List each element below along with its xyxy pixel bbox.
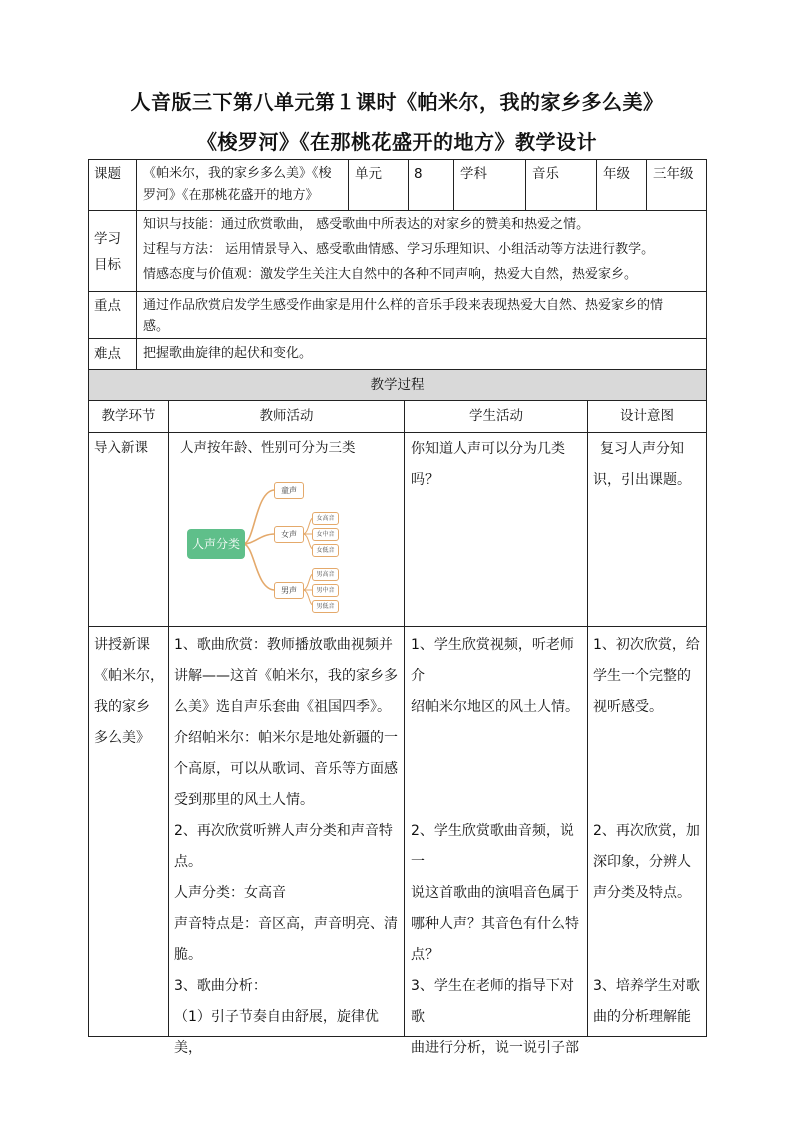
row2-intent-a xyxy=(593,630,705,723)
teacher-line: 介绍帕米尔：帕米尔是地处新疆的一 xyxy=(174,730,398,746)
label-goals-line2: 目标 xyxy=(94,257,121,273)
label-unit: 单元 xyxy=(355,166,382,182)
row1-intent-line2: 识，引出课题。 xyxy=(593,472,691,488)
goal-process: 过程与方法： 运用情景导入、感受歌曲情感、学习乐理知识、小组活动等方法进行教学。 xyxy=(143,242,655,257)
row2-student-c xyxy=(411,971,587,1064)
intent-line: 3、培养学生对歌 xyxy=(593,978,700,994)
student-line: 2、学生欣赏歌曲音频，说一 xyxy=(411,823,574,870)
keypoint-line2: 感。 xyxy=(143,319,170,334)
row1-intent-line1: 复习人声分知 xyxy=(600,441,684,457)
teacher-line: 人声分类：女高音 xyxy=(174,885,286,901)
intent-line: 视听感受。 xyxy=(593,699,663,715)
teacher-line: 2、再次欣赏听辨人声分类和声音特 xyxy=(174,823,393,839)
teacher-line: 1、歌曲欣赏：教师播放歌曲视频并 xyxy=(174,637,393,653)
intent-line: 1、初次欣赏，给 xyxy=(593,637,700,653)
goal-emotion: 情感态度与价值观：激发学生关注大自然中的各种不同声响，热爱大自然，热爱家乡。 xyxy=(143,267,638,282)
label-keypoint: 重点 xyxy=(94,298,121,314)
teacher-line: 声音特点是：音区高，声音明亮、清 xyxy=(174,916,398,932)
row2-student-b xyxy=(411,816,587,971)
student-line: 1、学生欣赏视频，听老师介 xyxy=(411,637,574,684)
row2-stage-line: 《帕米尔， xyxy=(94,668,164,684)
teacher-line: （1）引子节奏自由舒展，旋律优美， xyxy=(174,1009,379,1056)
col-teacher: 教师活动 xyxy=(259,408,314,424)
mind-map-leaf: 男高音 xyxy=(312,568,339,581)
col-student: 学生活动 xyxy=(469,408,523,424)
difficulty-text: 把握歌曲旋律的起伏和变化。 xyxy=(143,346,313,361)
intent-line: 2、再次欣赏，加 xyxy=(593,823,700,839)
mind-map-child-voice: 童声 xyxy=(274,482,304,499)
col-intent: 设计意图 xyxy=(620,408,674,424)
row2-stage-line: 多么美》 xyxy=(94,730,150,746)
row2-stage-line: 讲授新课 xyxy=(94,637,150,653)
intent-line: 深印象，分辨人 xyxy=(593,854,691,870)
teacher-line: 脆。 xyxy=(174,947,202,963)
mind-map-male-voice: 男声 xyxy=(274,582,304,599)
student-line: 3、学生在老师的指导下对歌 xyxy=(411,978,574,1025)
mind-map-leaf: 女低音 xyxy=(312,544,339,557)
mind-map-leaf: 女高音 xyxy=(312,512,339,525)
teacher-line: 点。 xyxy=(174,854,202,870)
label-subject: 学科 xyxy=(460,166,487,182)
mind-map-leaf: 男低音 xyxy=(312,600,339,613)
row2-student-a xyxy=(411,630,587,723)
mind-map-leaf: 男中音 xyxy=(312,584,339,597)
topic-line2: 罗河》《在那桃花盛开的地方》 xyxy=(143,188,319,203)
teacher-line: 受到那里的风土人情。 xyxy=(174,792,314,808)
row2-stage xyxy=(94,630,166,754)
row2-intent-b xyxy=(593,816,705,909)
row2-intent-c xyxy=(593,971,705,1033)
student-line: 曲进行分析，说一说引子部 xyxy=(411,1040,579,1056)
voice-mind-map xyxy=(185,470,345,620)
teacher-line: 3、歌曲分析： xyxy=(174,978,267,994)
topic-line1: 《帕米尔，我的家乡多么美》《梭 xyxy=(143,166,332,181)
intent-line: 学生一个完整的 xyxy=(593,668,691,684)
row1-stage: 导入新课 xyxy=(94,440,148,456)
mind-map-leaf: 女中音 xyxy=(312,528,339,541)
document-title-line2: 《梭罗河》《在那桃花盛开的地方》教学设计 xyxy=(197,130,597,154)
intent-line: 声分类及特点。 xyxy=(593,885,691,901)
teacher-line: 么美》选自声乐套曲《祖国四季》。 xyxy=(174,699,391,715)
col-stage: 教学环节 xyxy=(101,408,156,424)
student-line: 哪种人声？其音色有什么特 xyxy=(411,916,579,932)
student-line: 点？ xyxy=(411,947,439,963)
row2-teacher xyxy=(174,630,403,1064)
row1-student-line2: 吗？ xyxy=(411,472,439,488)
label-topic: 课题 xyxy=(94,166,121,182)
keypoint-line1: 通过作品欣赏启发学生感受作曲家是用什么样的音乐手段来表现热爱大自然、热爱家乡的情 xyxy=(143,298,664,313)
teacher-line: 个高原，可以从歌词、音乐等方面感 xyxy=(174,761,398,777)
student-line: 说这首歌曲的演唱音色属于 xyxy=(411,885,579,901)
row2-stage-line: 我的家乡 xyxy=(94,699,150,715)
intent-line: 曲的分析理解能 xyxy=(593,1009,691,1025)
document-title-line1: 人音版三下第八单元第１课时《帕米尔，我的家乡多么美》 xyxy=(130,90,664,114)
grade-value: 三年级 xyxy=(653,166,694,182)
subject-value: 音乐 xyxy=(532,166,559,182)
teacher-line: 讲解——这首《帕米尔，我的家乡多 xyxy=(174,668,398,684)
unit-value: 8 xyxy=(414,166,423,182)
mind-map-root: 人声分类 xyxy=(187,529,245,559)
student-line: 绍帕米尔地区的风土人情。 xyxy=(411,699,579,715)
label-difficulty: 难点 xyxy=(94,346,121,362)
row1-student-line1: 你知道人声可以分为几类 xyxy=(411,441,565,457)
mind-map-female-voice: 女声 xyxy=(274,526,304,543)
label-grade: 年级 xyxy=(603,166,630,182)
process-header: 教学过程 xyxy=(370,377,425,393)
label-goals-line1: 学习 xyxy=(94,231,121,247)
goal-knowledge: 知识与技能：通过欣赏歌曲， 感受歌曲中所表达的对家乡的赞美和热爱之情。 xyxy=(143,217,590,232)
row1-teacher: 人声按年龄、性别可分为三类 xyxy=(180,440,356,456)
